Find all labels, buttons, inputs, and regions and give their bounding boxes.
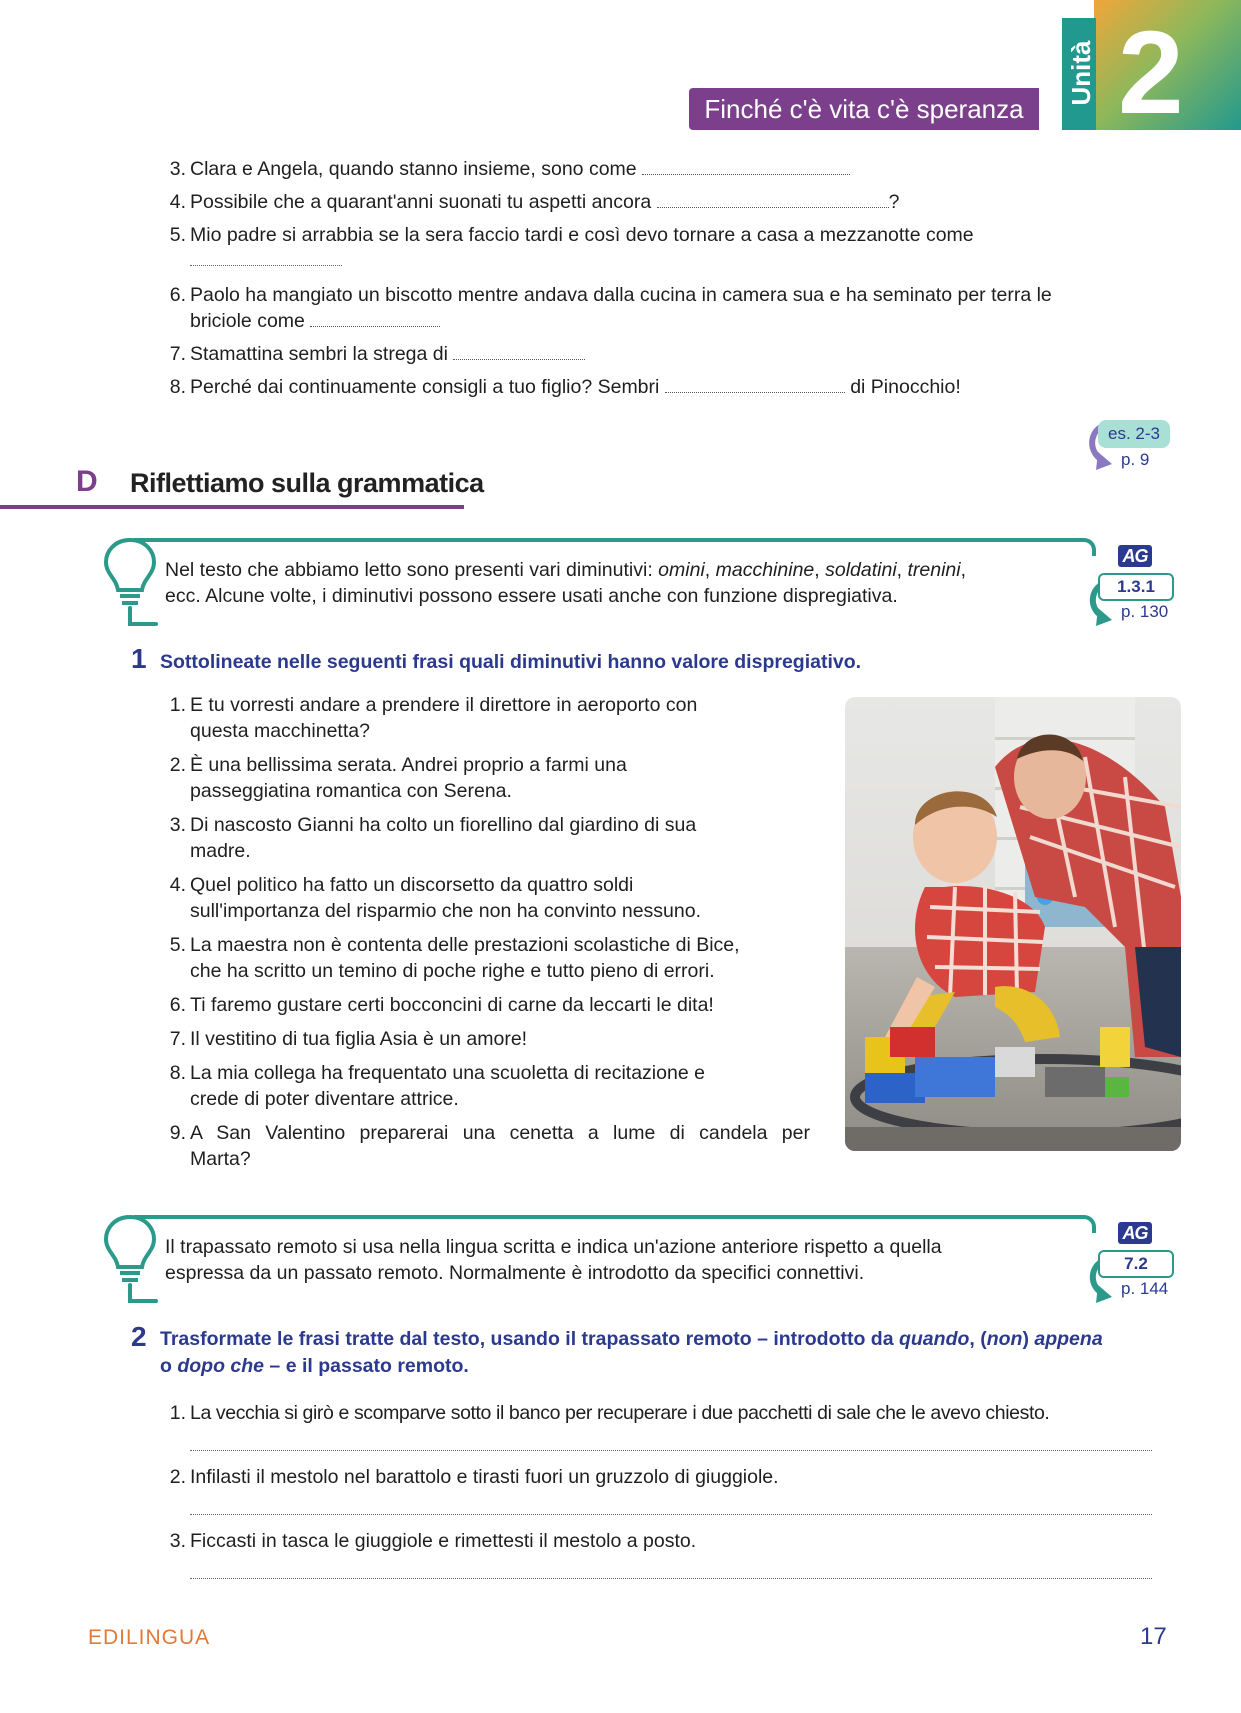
answer-line[interactable] <box>190 1578 1152 1579</box>
exercise-instruction: Trasformate le frasi tratte dal testo, usando il trapassato remoto – introdotto da quando, (non) appena o dopo che – e il passato remoto. <box>160 1328 1103 1377</box>
ag-badge: AG <box>1118 545 1152 567</box>
exercise-number: 1 <box>131 643 147 674</box>
unit-label-text: Unità <box>1066 40 1096 106</box>
tip-frame-top <box>134 1215 1096 1233</box>
photo-father-son-toy-train <box>845 697 1181 1151</box>
blank[interactable] <box>665 376 845 393</box>
unit-number: 2 <box>1118 7 1184 139</box>
chapter-title: Finché c'è vita c'è speranza <box>704 94 1024 124</box>
section-underline <box>0 505 464 509</box>
tip-text: Il trapassato remoto si usa nella lingua scritta e indica un'azione anteriore rispetto a quella espressa da un passato remoto. Normalmente è introdotto da specifici connettivi. <box>165 1236 942 1284</box>
grammar-ref-page[interactable]: p. 130 <box>1121 602 1169 621</box>
blank[interactable] <box>657 191 889 208</box>
publisher-logo: EDILINGUA <box>88 1626 211 1649</box>
blank[interactable] <box>190 265 342 266</box>
grammar-ref-code[interactable]: 1.3.1 <box>1098 573 1174 601</box>
section-title: Riflettiamo sulla grammatica <box>130 468 484 498</box>
grammar-ref-code[interactable]: 7.2 <box>1098 1250 1174 1278</box>
exercise-instruction: Sottolineate nelle seguenti frasi quali diminutivi hanno valore dispregiativo. <box>160 651 862 673</box>
answer-line[interactable] <box>190 1514 1152 1515</box>
blank[interactable] <box>453 343 585 360</box>
tip-text: Nel testo che abbiamo letto sono presenti vari diminutivi: omini, macchinine, soldatini, trenini, ecc. Alcune volte, i diminutivi possono essere usati anche con funzione dispregiativa. <box>165 559 967 607</box>
ag-badge: AG <box>1118 1222 1152 1244</box>
exercise-ref-page[interactable]: p. 9 <box>1121 450 1150 469</box>
page-number: 17 <box>1140 1623 1167 1650</box>
tip-frame-top <box>134 538 1096 556</box>
blank[interactable] <box>310 310 440 327</box>
exercise-number: 2 <box>131 1321 147 1352</box>
grammar-ref-page[interactable]: p. 144 <box>1121 1279 1169 1298</box>
blank[interactable] <box>642 158 850 175</box>
answer-line[interactable] <box>190 1450 1152 1451</box>
section-letter: D <box>76 465 98 498</box>
exercise-ref-label[interactable]: es. 2-3 <box>1098 420 1170 448</box>
